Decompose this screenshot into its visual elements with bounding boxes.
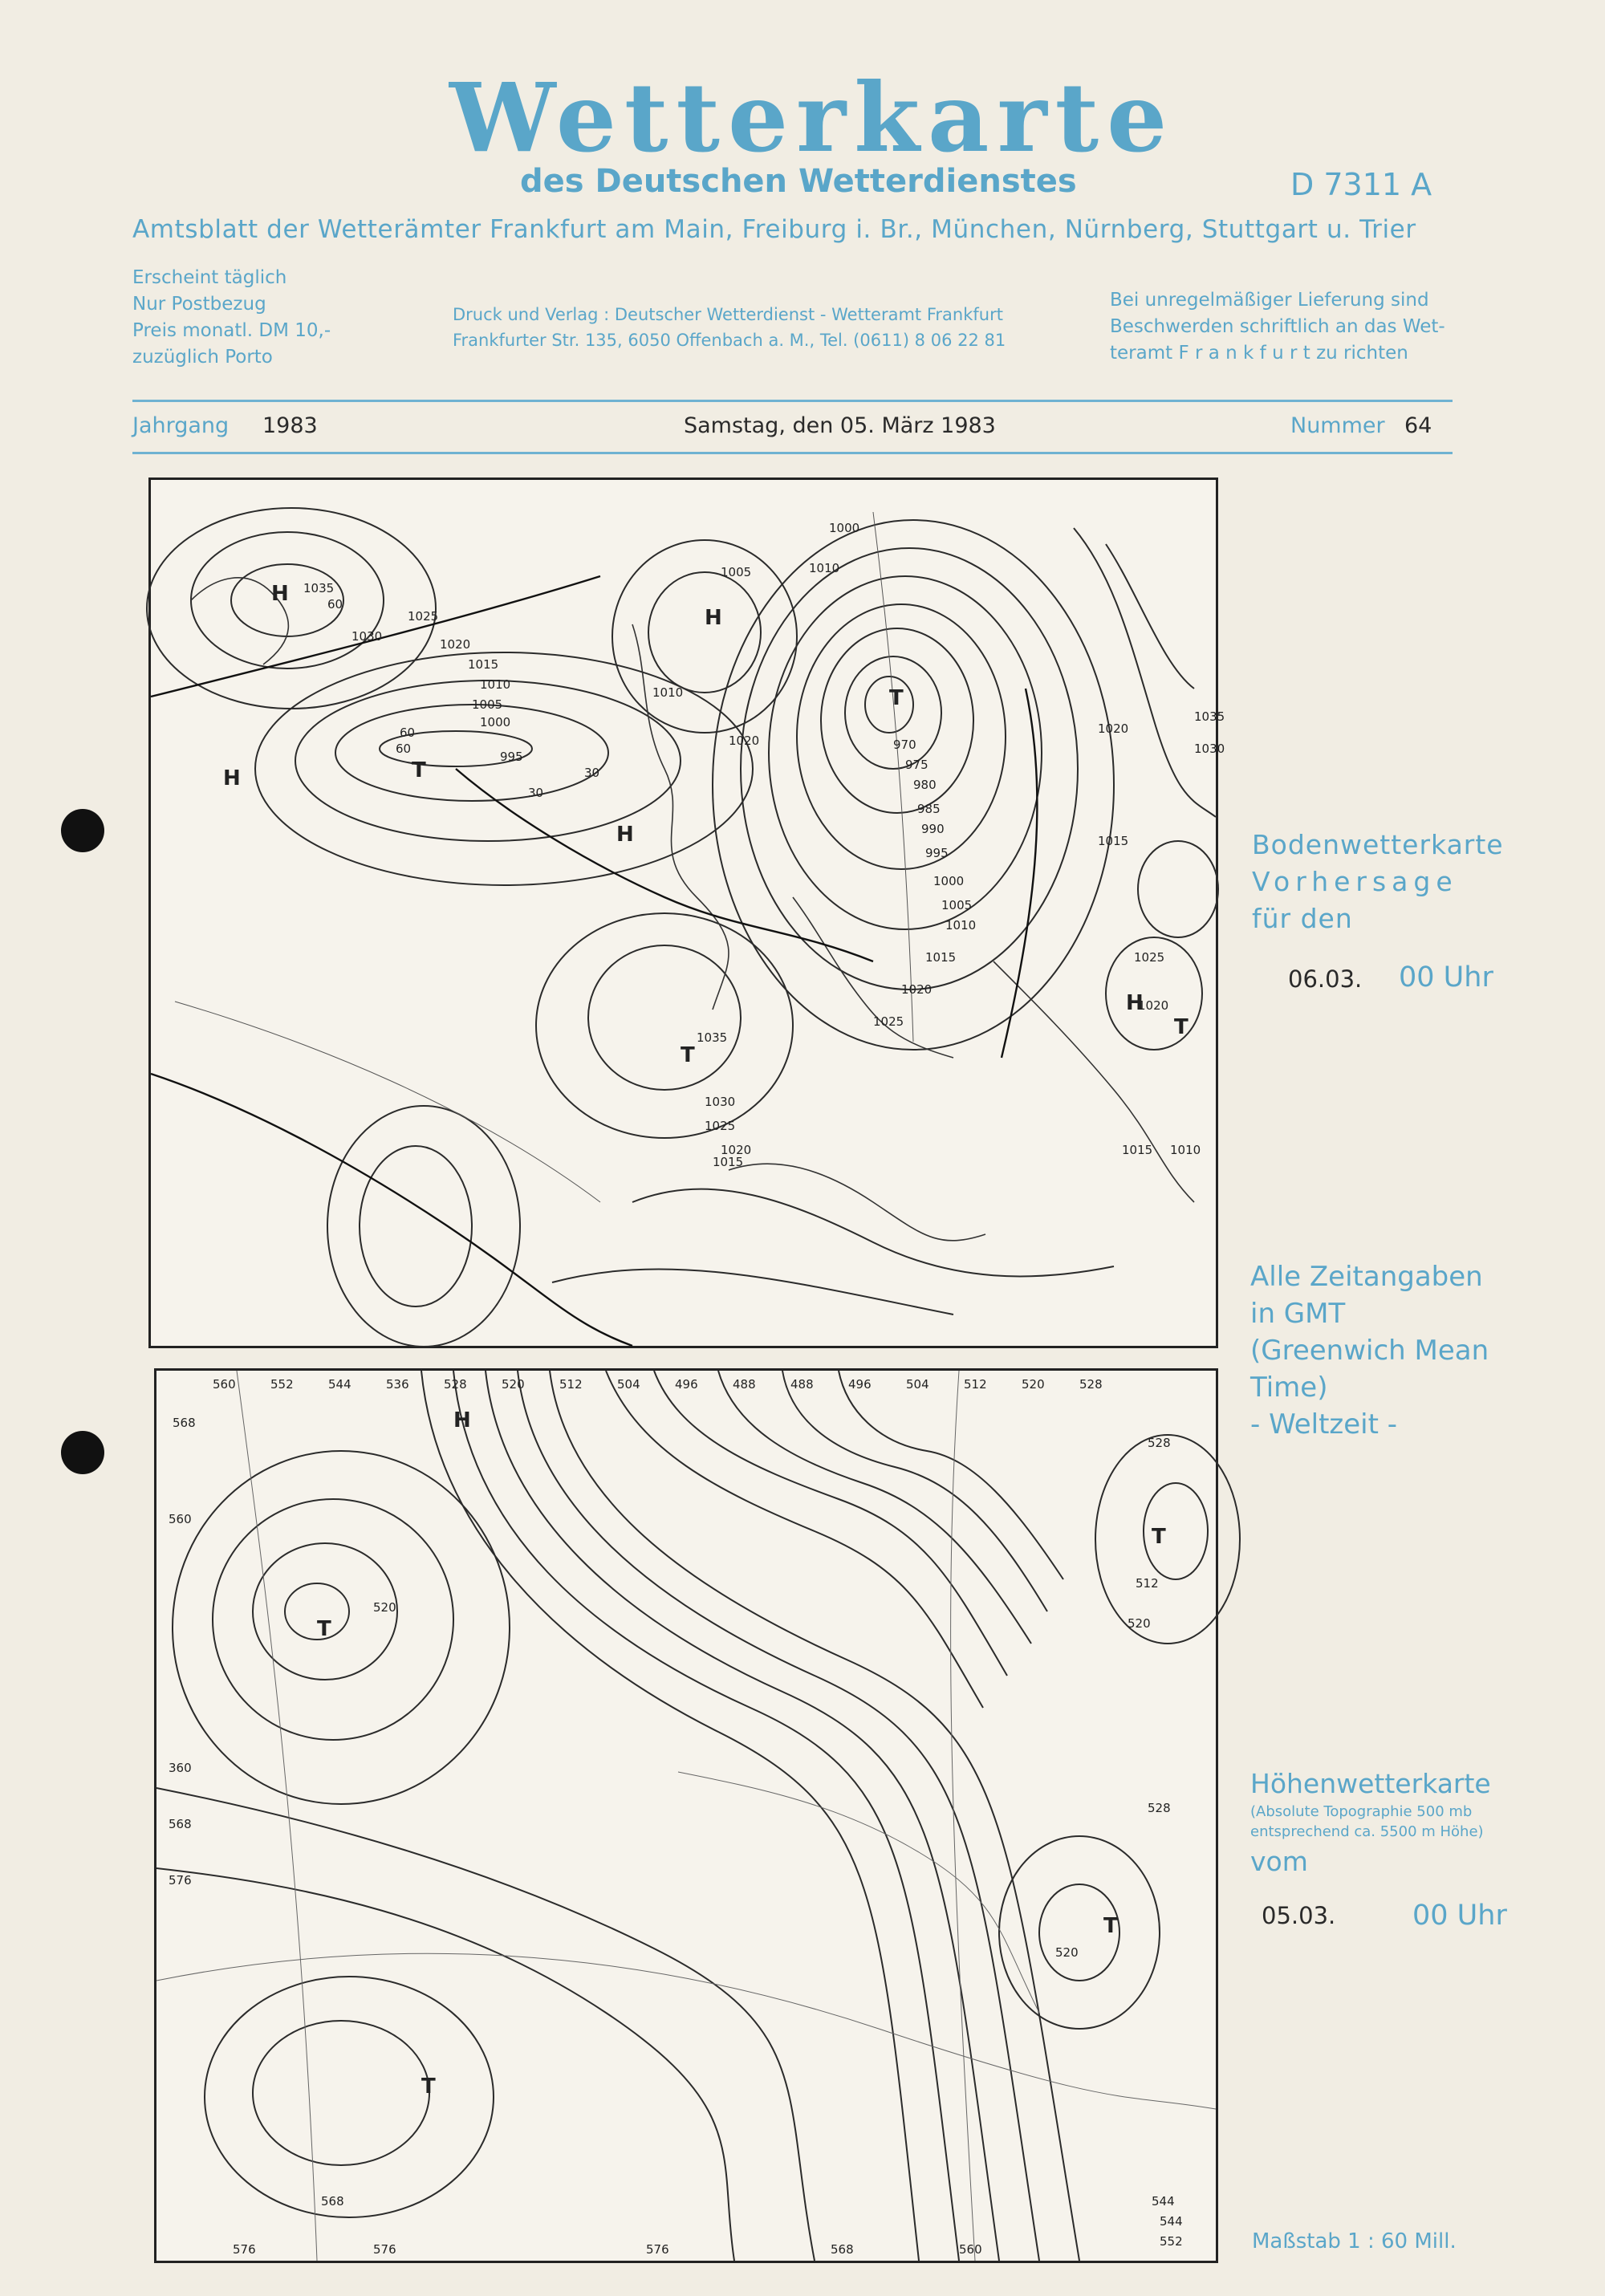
isoline-label: 1015 bbox=[1098, 834, 1129, 848]
complaint-info bbox=[1110, 287, 1445, 367]
pressure-center-label: T bbox=[421, 2075, 436, 2099]
pressure-center-label: T bbox=[1103, 1914, 1118, 1938]
subscription-line: Preis monatl. DM 10,- bbox=[132, 320, 331, 341]
jahrgang-label: Jahrgang bbox=[132, 413, 230, 438]
isoline-label: 520 bbox=[373, 1600, 396, 1615]
isoline-label: 1015 bbox=[1122, 1143, 1153, 1157]
upper-air-title: Höhenwetterkarte bbox=[1250, 1768, 1491, 1799]
isoline-label: 1035 bbox=[303, 581, 335, 595]
subscription-line: zuzüglich Porto bbox=[132, 347, 273, 368]
time-zone-note bbox=[1250, 1258, 1489, 1443]
isoline-label: 560 bbox=[959, 2242, 982, 2257]
isoline-label: 1010 bbox=[945, 918, 977, 933]
pressure-center-label: T bbox=[889, 686, 904, 710]
upper-map-graphic bbox=[156, 1371, 1216, 2261]
isoline-label: 1010 bbox=[1170, 1143, 1201, 1157]
pressure-center-label: T bbox=[681, 1043, 695, 1067]
publisher-line: Druck und Verlag : Deutscher Wetterdienst - Wetteramt Frankfurt bbox=[453, 305, 1003, 324]
isoline-label: 60 bbox=[400, 725, 416, 740]
divider bbox=[132, 452, 1453, 454]
isoline-label: 504 bbox=[617, 1377, 640, 1392]
isoline-label: 488 bbox=[790, 1377, 814, 1392]
isoline-label: 1015 bbox=[468, 657, 499, 672]
punch-hole bbox=[61, 809, 104, 852]
isoline-label: 980 bbox=[913, 778, 937, 792]
pressure-center-label: H bbox=[616, 823, 634, 847]
jahrgang-value: 1983 bbox=[262, 413, 318, 438]
upper-air-map bbox=[154, 1368, 1218, 2263]
isoline-label: 568 bbox=[173, 1416, 196, 1430]
upper-air-time: 00 Uhr bbox=[1412, 1900, 1507, 1932]
isoline-label: 544 bbox=[1160, 2214, 1183, 2229]
page-subtitle: des Deutschen Wetterdienstes bbox=[520, 163, 1077, 200]
isoline-label: 30 bbox=[584, 766, 600, 780]
pressure-center-label: T bbox=[1152, 1525, 1166, 1549]
surface-forecast-line: Bodenwetterkarte bbox=[1252, 829, 1504, 860]
time-note-line: - Weltzeit - bbox=[1250, 1408, 1398, 1441]
subscription-line: Erscheint täglich bbox=[132, 267, 287, 288]
time-note-line: Time) bbox=[1250, 1372, 1328, 1404]
isoline-label: 512 bbox=[559, 1377, 583, 1392]
isoline-label: 1030 bbox=[705, 1095, 736, 1109]
isoline-label: 1010 bbox=[652, 685, 684, 700]
page-title: Wetterkarte bbox=[449, 62, 1176, 173]
surface-forecast-line: Vorhersage bbox=[1252, 866, 1458, 897]
upper-air-subtitle-line: entsprechend ca. 5500 m Höhe) bbox=[1250, 1823, 1484, 1840]
isoline-label: 552 bbox=[270, 1377, 294, 1392]
issue-date: Samstag, den 05. März 1983 bbox=[684, 413, 996, 438]
map-scale: Maßstab 1 : 60 Mill. bbox=[1252, 2229, 1457, 2253]
upper-air-subtitle-line: (Absolute Topographie 500 mb bbox=[1250, 1803, 1473, 1820]
isoline-label: 528 bbox=[1148, 1436, 1171, 1450]
isoline-label: 30 bbox=[528, 786, 544, 800]
isoline-label: 1000 bbox=[480, 715, 511, 729]
isoline-label: 520 bbox=[1055, 1945, 1079, 1960]
isoline-label: 504 bbox=[906, 1377, 929, 1392]
isoline-label: 1000 bbox=[933, 874, 965, 888]
isoline-label: 568 bbox=[169, 1817, 192, 1831]
isoline-label: 520 bbox=[502, 1377, 525, 1392]
surface-forecast-date: 06.03. bbox=[1288, 965, 1363, 993]
isoline-label: 1025 bbox=[408, 609, 439, 624]
nummer-value: 64 bbox=[1404, 413, 1432, 438]
pressure-center-label: T bbox=[1174, 1015, 1189, 1039]
time-note-line: Alle Zeitangaben bbox=[1250, 1261, 1483, 1293]
isoline-label: 512 bbox=[1136, 1576, 1159, 1591]
isoline-label: 1035 bbox=[1194, 709, 1225, 724]
isoline-label: 568 bbox=[321, 2194, 344, 2209]
surface-forecast-time: 00 Uhr bbox=[1399, 961, 1493, 994]
isoline-label: 560 bbox=[213, 1377, 236, 1392]
subscription-line: Nur Postbezug bbox=[132, 294, 266, 315]
isoline-label: 1010 bbox=[480, 677, 511, 692]
isoline-label: 360 bbox=[169, 1761, 192, 1775]
isoline-label: 528 bbox=[444, 1377, 467, 1392]
complaint-line: Beschwerden schriftlich an das Wet- bbox=[1110, 316, 1445, 337]
isoline-label: 1020 bbox=[729, 734, 760, 748]
complaint-line: Bei unregelmäßiger Lieferung sind bbox=[1110, 290, 1429, 311]
isoline-label: 560 bbox=[169, 1512, 192, 1526]
publisher-line: Frankfurter Str. 135, 6050 Offenbach a. M., Tel. (0611) 8 06 22 81 bbox=[453, 331, 1006, 350]
isoline-label: 1015 bbox=[713, 1155, 744, 1169]
subscription-info bbox=[132, 265, 331, 371]
isoline-label: 1025 bbox=[873, 1014, 904, 1029]
divider bbox=[132, 400, 1453, 402]
publication-code: D 7311 A bbox=[1290, 167, 1432, 202]
pressure-center-label: H bbox=[223, 766, 241, 790]
isoline-label: 544 bbox=[1152, 2194, 1175, 2209]
isoline-label: 60 bbox=[396, 742, 412, 756]
isoline-label: 60 bbox=[327, 597, 343, 612]
surface-forecast-line: für den bbox=[1252, 903, 1353, 934]
isoline-label: 975 bbox=[905, 758, 928, 772]
isoline-label: 544 bbox=[328, 1377, 351, 1392]
pressure-center-label: H bbox=[271, 582, 289, 606]
upper-air-date: 05.03. bbox=[1262, 1902, 1336, 1929]
upper-air-vom: vom bbox=[1250, 1846, 1308, 1877]
isoline-label: 576 bbox=[373, 2242, 396, 2257]
isoline-label: 1000 bbox=[829, 521, 860, 535]
isoline-label: 576 bbox=[233, 2242, 256, 2257]
pressure-center-label: H bbox=[705, 606, 722, 630]
isoline-label: 995 bbox=[925, 846, 949, 860]
isoline-label: 985 bbox=[917, 802, 941, 816]
time-note-line: in GMT bbox=[1250, 1298, 1346, 1330]
isoline-label: 576 bbox=[169, 1873, 192, 1888]
complaint-line: teramt F r a n k f u r t zu richten bbox=[1110, 343, 1408, 364]
isoline-label: 990 bbox=[921, 822, 945, 836]
isoline-label: 1005 bbox=[721, 565, 752, 579]
isoline-label: 1020 bbox=[1098, 721, 1129, 736]
isoline-label: 536 bbox=[386, 1377, 409, 1392]
punch-hole bbox=[61, 1431, 104, 1474]
official-gazette-line: Amtsblatt der Wetterämter Frankfurt am Main, Freiburg i. Br., München, Nürnberg, Stuttgart u. Trier bbox=[132, 215, 1416, 244]
isoline-label: 1035 bbox=[697, 1030, 728, 1045]
isoline-label: 496 bbox=[848, 1377, 872, 1392]
publisher-info bbox=[453, 302, 1006, 353]
isoline-label: 552 bbox=[1160, 2234, 1183, 2249]
nummer-label: Nummer bbox=[1290, 413, 1385, 438]
isoline-label: 1015 bbox=[925, 950, 957, 965]
pressure-center-label: H bbox=[1126, 991, 1144, 1015]
isoline-label: 1005 bbox=[941, 898, 973, 912]
isoline-label: 970 bbox=[893, 738, 916, 752]
isoline-label: 512 bbox=[964, 1377, 987, 1392]
isoline-label: 1005 bbox=[472, 697, 503, 712]
pressure-center-label: H bbox=[453, 1408, 471, 1432]
isoline-label: 1020 bbox=[1138, 998, 1169, 1013]
isoline-label: 520 bbox=[1022, 1377, 1045, 1392]
isoline-label: 1030 bbox=[351, 629, 383, 644]
isoline-label: 1010 bbox=[809, 561, 840, 575]
isoline-label: 528 bbox=[1148, 1801, 1171, 1815]
upper-air-subtitle bbox=[1250, 1802, 1484, 1842]
isoline-label: 1020 bbox=[721, 1143, 752, 1157]
pressure-center-label: T bbox=[412, 758, 426, 782]
isoline-label: 520 bbox=[1128, 1616, 1151, 1631]
isoline-label: 1020 bbox=[440, 637, 471, 652]
isoline-label: 1025 bbox=[1134, 950, 1165, 965]
isoline-label: 1020 bbox=[901, 982, 933, 997]
time-note-line: (Greenwich Mean bbox=[1250, 1335, 1489, 1367]
isoline-label: 488 bbox=[733, 1377, 756, 1392]
surface-weather-map bbox=[148, 477, 1225, 1348]
isoline-label: 576 bbox=[646, 2242, 669, 2257]
isoline-label: 568 bbox=[831, 2242, 854, 2257]
isoline-label: 1025 bbox=[705, 1119, 736, 1133]
surface-map-graphic bbox=[151, 480, 1225, 1346]
surface-forecast-title bbox=[1252, 827, 1504, 937]
isoline-label: 528 bbox=[1079, 1377, 1103, 1392]
isoline-label: 1030 bbox=[1194, 742, 1225, 756]
pressure-center-label: T bbox=[317, 1617, 331, 1641]
isoline-label: 995 bbox=[500, 750, 523, 764]
isoline-label: 496 bbox=[675, 1377, 698, 1392]
